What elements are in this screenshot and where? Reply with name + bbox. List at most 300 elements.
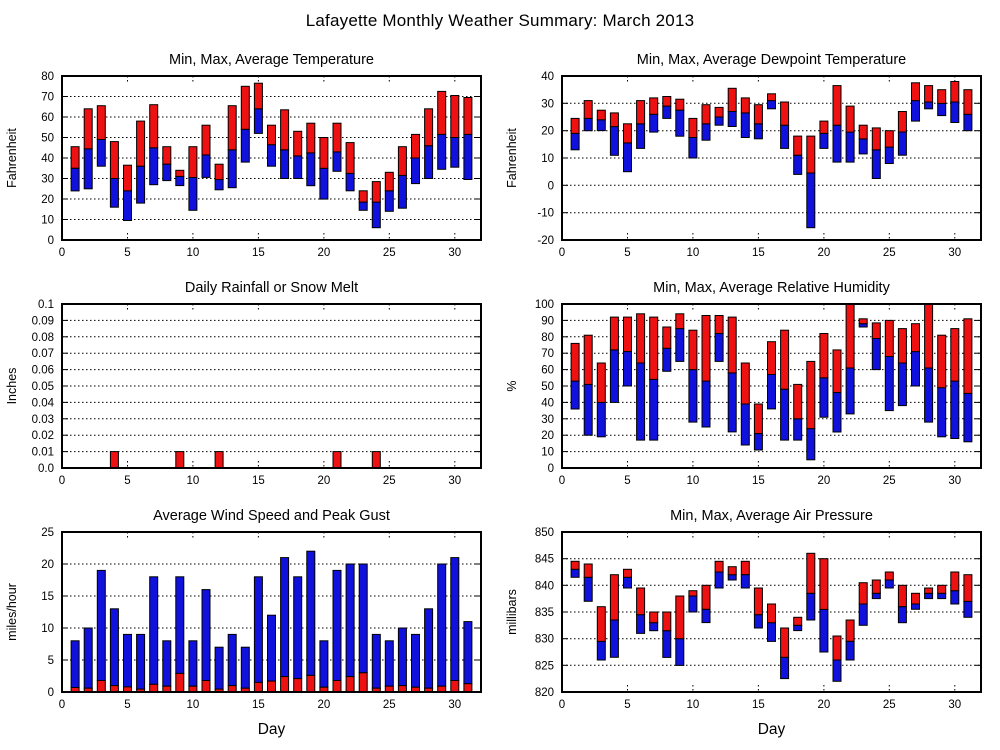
- y-tick-label: 30: [541, 413, 554, 426]
- bar-day-12: [215, 180, 223, 190]
- bar-day-21: [333, 152, 341, 172]
- bar-day-12: [715, 316, 723, 334]
- bar-day-3: [97, 570, 105, 680]
- bar-day-17: [281, 558, 289, 677]
- x-tick-label: 5: [624, 699, 631, 711]
- bar-day-12: [715, 561, 723, 572]
- y-tick-label: 5: [47, 655, 54, 667]
- bar-day-23: [859, 125, 867, 139]
- y-tick-label: 0.08: [31, 331, 54, 344]
- bar-day-16: [768, 623, 776, 642]
- bar-day-18: [294, 577, 302, 679]
- bar-day-18: [794, 155, 802, 174]
- bar-day-9: [176, 176, 184, 185]
- y-axis-label: Fahrenheit: [5, 128, 19, 188]
- bar-day-31: [964, 601, 972, 617]
- y-tick-label: 20: [41, 194, 54, 206]
- x-tick-label: 5: [124, 247, 131, 259]
- x-tick-label: 5: [124, 475, 131, 487]
- bar-day-2: [584, 577, 592, 601]
- bar-day-4: [610, 620, 618, 657]
- bar-day-27: [912, 593, 920, 604]
- bar-day-15: [754, 615, 762, 628]
- bar-day-30: [951, 381, 959, 438]
- bar-day-9: [676, 99, 684, 110]
- x-tick-label: 10: [186, 699, 200, 711]
- bar-day-20: [820, 133, 828, 148]
- bar-day-20: [820, 334, 828, 378]
- chart-title: Min, Max, Average Relative Humidity: [653, 280, 890, 296]
- bar-day-10: [189, 178, 197, 211]
- x-tick-label: 5: [124, 699, 131, 711]
- bar-day-6: [137, 166, 145, 203]
- bar-day-19: [807, 173, 815, 228]
- bar-day-9: [676, 314, 684, 329]
- bar-day-28: [425, 609, 433, 688]
- bar-day-3: [97, 681, 105, 693]
- y-tick-label: 825: [534, 660, 554, 673]
- bar-day-22: [346, 173, 354, 190]
- bar-day-1: [571, 343, 579, 381]
- y-tick-label: 0: [47, 235, 54, 247]
- bar-day-31: [964, 319, 972, 394]
- bar-day-8: [163, 147, 171, 164]
- bar-day-15: [254, 577, 262, 683]
- y-tick-label: 50: [541, 381, 554, 393]
- bar-day-4: [110, 142, 118, 179]
- bar-day-13: [228, 106, 236, 150]
- chart-svg-temperature: [0, 42, 500, 270]
- bar-day-6: [637, 124, 645, 149]
- bar-day-2: [84, 628, 92, 688]
- bar-day-19: [807, 136, 815, 173]
- bar-day-21: [333, 452, 341, 468]
- y-tick-label: -10: [537, 207, 554, 220]
- bar-day-23: [859, 139, 867, 154]
- bar-day-29: [938, 585, 946, 593]
- bar-day-30: [451, 558, 459, 681]
- bar-day-23: [859, 583, 867, 604]
- x-tick-label: 25: [882, 699, 896, 711]
- bar-day-17: [781, 628, 789, 657]
- bar-day-19: [307, 675, 315, 692]
- bar-day-9: [176, 452, 184, 468]
- bar-day-14: [741, 363, 749, 404]
- bar-day-19: [307, 123, 315, 153]
- x-tick-label: 0: [58, 699, 66, 711]
- x-tick-label: 20: [317, 475, 331, 487]
- y-tick-label: 835: [534, 607, 554, 619]
- bar-day-8: [663, 348, 671, 371]
- bar-day-11: [702, 381, 710, 427]
- bar-day-28: [925, 593, 933, 598]
- bar-day-21: [333, 570, 341, 680]
- x-tick-label: 5: [624, 475, 631, 487]
- bar-day-22: [846, 641, 854, 660]
- bar-day-17: [781, 330, 789, 389]
- bar-day-28: [925, 368, 933, 422]
- bar-day-5: [624, 143, 632, 172]
- bar-day-31: [464, 684, 472, 692]
- bar-day-24: [872, 128, 880, 150]
- x-tick-label: 20: [317, 247, 331, 259]
- x-tick-label: 0: [558, 475, 566, 487]
- bar-day-30: [951, 329, 959, 382]
- bar-day-25: [885, 580, 893, 588]
- y-tick-label: 0.02: [31, 430, 54, 443]
- x-tick-label: 0: [58, 247, 66, 259]
- y-axis-label: Fahrenheit: [505, 128, 519, 188]
- x-tick-label: 15: [252, 475, 265, 487]
- bar-day-29: [938, 90, 946, 104]
- y-tick-label: 0.07: [31, 348, 54, 361]
- bar-day-11: [702, 609, 710, 622]
- y-tick-label: 850: [534, 527, 554, 539]
- y-tick-label: 60: [541, 364, 554, 377]
- bar-day-25: [885, 572, 893, 580]
- x-tick-label: 0: [558, 699, 566, 711]
- x-tick-label: 15: [252, 699, 265, 711]
- bar-day-18: [794, 419, 802, 440]
- x-tick-label: 30: [448, 699, 462, 711]
- y-tick-label: 70: [541, 348, 554, 361]
- bar-day-26: [898, 585, 906, 606]
- bar-day-9: [676, 639, 684, 666]
- bar-day-25: [885, 131, 893, 147]
- bar-day-7: [150, 148, 158, 185]
- y-tick-label: 0: [547, 463, 554, 475]
- bar-day-1: [71, 147, 79, 169]
- chart-svg-rainfall: [0, 270, 500, 498]
- bar-day-26: [898, 607, 906, 623]
- x-tick-label: 20: [317, 699, 331, 711]
- bar-day-26: [898, 329, 906, 363]
- bar-day-4: [110, 609, 118, 686]
- y-tick-label: 0.1: [38, 299, 54, 311]
- bar-day-27: [912, 83, 920, 101]
- x-tick-label: 15: [752, 247, 765, 259]
- bar-day-16: [768, 604, 776, 623]
- bar-day-6: [637, 615, 645, 634]
- bar-day-10: [689, 596, 697, 612]
- bar-day-15: [254, 109, 262, 134]
- bar-day-20: [820, 378, 828, 417]
- y-tick-label: 80: [541, 331, 554, 344]
- bar-day-19: [807, 361, 815, 428]
- bar-day-21: [833, 660, 841, 681]
- bar-day-1: [571, 133, 579, 149]
- x-tick-label: 10: [686, 247, 700, 259]
- bar-day-15: [254, 83, 262, 109]
- bar-day-14: [241, 86, 249, 129]
- bar-day-30: [451, 138, 459, 168]
- bar-day-4: [110, 452, 118, 468]
- bar-day-29: [938, 103, 946, 115]
- bar-day-21: [833, 125, 841, 162]
- x-tick-label: 15: [252, 247, 265, 259]
- bar-day-31: [964, 393, 972, 441]
- bar-day-11: [202, 155, 210, 178]
- bar-day-1: [71, 641, 79, 688]
- chart-wind: [0, 498, 500, 750]
- bar-day-14: [741, 113, 749, 138]
- bar-day-26: [898, 132, 906, 155]
- bar-day-3: [97, 106, 105, 140]
- bar-day-27: [912, 604, 920, 609]
- y-tick-label: 0.04: [31, 397, 54, 410]
- x-axis-label: Day: [257, 721, 286, 738]
- bar-day-27: [912, 352, 920, 386]
- bar-day-22: [346, 677, 354, 692]
- x-tick-label: 30: [948, 247, 962, 259]
- x-tick-label: 25: [382, 699, 396, 711]
- y-tick-label: 40: [541, 71, 554, 83]
- bar-day-9: [676, 110, 684, 136]
- bar-day-13: [228, 150, 236, 188]
- bar-day-16: [268, 145, 276, 167]
- bar-day-25: [885, 320, 893, 356]
- bar-day-24: [872, 323, 880, 339]
- chart-pressure: [500, 498, 1000, 750]
- bar-day-20: [820, 559, 828, 610]
- bar-day-4: [610, 113, 618, 127]
- bar-day-13: [728, 567, 736, 575]
- y-tick-label: 0.06: [31, 364, 54, 377]
- bar-day-22: [846, 304, 854, 368]
- chart-rainfall: [0, 270, 500, 498]
- chart-svg-pressure: [500, 498, 1000, 750]
- bar-day-13: [728, 88, 736, 111]
- x-tick-label: 30: [948, 699, 962, 711]
- bar-day-30: [951, 102, 959, 123]
- bar-day-6: [637, 588, 645, 615]
- bar-day-24: [872, 593, 880, 598]
- bar-day-14: [741, 575, 749, 588]
- bar-day-1: [571, 569, 579, 577]
- bar-day-28: [925, 304, 933, 368]
- bar-day-4: [610, 317, 618, 350]
- bar-day-9: [176, 577, 184, 674]
- bar-day-11: [202, 590, 210, 681]
- y-tick-label: 0.09: [31, 315, 54, 328]
- bar-day-3: [597, 641, 605, 660]
- bar-day-29: [938, 388, 946, 437]
- bar-day-4: [610, 350, 618, 403]
- bar-day-16: [768, 375, 776, 409]
- bar-day-3: [597, 402, 605, 436]
- y-tick-label: 0.03: [31, 413, 54, 426]
- bar-day-20: [320, 138, 328, 169]
- bar-day-22: [346, 143, 354, 174]
- bar-day-13: [728, 373, 736, 432]
- x-tick-label: 10: [686, 475, 700, 487]
- x-tick-label: 0: [58, 475, 66, 487]
- bar-day-18: [794, 617, 802, 625]
- bar-day-15: [254, 682, 262, 692]
- bar-day-19: [307, 153, 315, 186]
- bar-day-7: [150, 684, 158, 692]
- bar-day-8: [663, 631, 671, 658]
- bar-day-23: [359, 202, 367, 210]
- y-tick-label: 100: [534, 299, 554, 311]
- bar-day-19: [807, 593, 815, 620]
- bar-day-8: [163, 164, 171, 180]
- bar-day-31: [464, 622, 472, 684]
- bar-day-15: [754, 124, 762, 139]
- bar-day-29: [938, 593, 946, 598]
- bar-day-23: [859, 604, 867, 625]
- y-axis-label: Inches: [5, 367, 19, 405]
- bar-day-16: [768, 342, 776, 375]
- x-tick-label: 20: [817, 699, 831, 711]
- y-tick-label: 10: [41, 623, 54, 635]
- bar-day-27: [912, 324, 920, 352]
- bar-day-1: [571, 561, 579, 569]
- bar-day-3: [597, 120, 605, 131]
- bar-day-7: [650, 114, 658, 132]
- bar-day-13: [728, 112, 736, 127]
- bar-day-23: [359, 564, 367, 673]
- bar-day-22: [846, 106, 854, 132]
- bar-day-18: [294, 156, 302, 179]
- bar-day-11: [702, 585, 710, 609]
- bar-day-29: [438, 564, 446, 686]
- bar-day-30: [451, 96, 459, 138]
- bar-day-31: [464, 98, 472, 135]
- bar-day-24: [372, 452, 380, 468]
- chart-svg-dewpoint: [500, 42, 1000, 270]
- x-tick-label: 30: [448, 475, 462, 487]
- chart-title: Min, Max, Average Air Pressure: [670, 508, 873, 524]
- bar-day-26: [398, 628, 406, 686]
- bar-day-31: [964, 114, 972, 130]
- bar-day-21: [333, 681, 341, 693]
- bar-day-30: [451, 681, 459, 693]
- x-tick-label: 20: [817, 247, 831, 259]
- bar-day-31: [964, 575, 972, 602]
- bar-day-8: [663, 612, 671, 631]
- page-title: Lafayette Monthly Weather Summary: March 2013: [305, 11, 695, 30]
- bar-day-29: [438, 91, 446, 134]
- bar-day-14: [241, 647, 249, 688]
- chart-svg-wind: [0, 498, 500, 750]
- chart-dewpoint: [500, 42, 1000, 270]
- bar-day-6: [137, 121, 145, 166]
- y-tick-label: 20: [541, 430, 554, 443]
- bar-day-22: [846, 620, 854, 641]
- bar-day-24: [372, 182, 380, 203]
- bar-day-7: [650, 379, 658, 440]
- bar-day-18: [294, 131, 302, 156]
- bar-day-24: [872, 580, 880, 593]
- bar-day-2: [584, 335, 592, 384]
- bar-day-26: [898, 112, 906, 133]
- bar-day-15: [754, 105, 762, 124]
- bar-day-5: [624, 577, 632, 588]
- x-tick-label: 15: [752, 475, 765, 487]
- bar-day-11: [702, 124, 710, 140]
- bar-day-13: [728, 317, 736, 373]
- bar-day-21: [833, 350, 841, 393]
- bar-day-10: [189, 641, 197, 686]
- bar-day-18: [794, 136, 802, 155]
- y-tick-label: 90: [541, 315, 554, 328]
- y-tick-label: 60: [41, 112, 54, 124]
- bar-day-22: [846, 368, 854, 414]
- x-tick-label: 0: [558, 247, 566, 259]
- chart-temperature: [0, 42, 500, 270]
- x-tick-label: 30: [948, 475, 962, 487]
- bar-day-28: [925, 588, 933, 593]
- bar-day-12: [215, 647, 223, 689]
- x-tick-label: 25: [882, 247, 896, 259]
- y-tick-label: 0.05: [31, 381, 54, 393]
- bar-day-11: [702, 105, 710, 124]
- x-tick-label: 15: [752, 699, 765, 711]
- y-tick-label: 10: [41, 214, 54, 227]
- y-axis-label: miles/hour: [5, 583, 19, 641]
- bar-day-25: [885, 147, 893, 163]
- bar-day-16: [268, 681, 276, 692]
- x-tick-label: 20: [817, 475, 831, 487]
- y-tick-label: 820: [534, 687, 554, 699]
- y-tick-label: 50: [41, 132, 54, 145]
- bar-day-15: [754, 434, 762, 450]
- bar-day-30: [951, 572, 959, 591]
- bar-day-2: [584, 118, 592, 130]
- bar-day-17: [781, 125, 789, 148]
- bar-day-24: [372, 634, 380, 688]
- bar-day-5: [624, 317, 632, 351]
- x-tick-label: 25: [382, 247, 396, 259]
- y-tick-label: 0: [547, 180, 554, 193]
- y-tick-label: 30: [41, 173, 54, 186]
- bar-day-10: [689, 118, 697, 137]
- bar-day-4: [110, 179, 118, 208]
- bar-day-7: [650, 612, 658, 623]
- bar-day-5: [124, 191, 132, 221]
- bar-day-7: [150, 105, 158, 148]
- bar-day-12: [715, 117, 723, 125]
- bar-day-16: [768, 94, 776, 101]
- bar-day-3: [597, 607, 605, 642]
- bar-day-27: [412, 158, 420, 184]
- bar-day-20: [820, 121, 828, 133]
- bar-day-17: [781, 102, 789, 125]
- bar-day-9: [176, 673, 184, 692]
- bar-day-25: [385, 172, 393, 191]
- bar-day-1: [71, 168, 79, 191]
- charts-grid: [0, 42, 1000, 750]
- bar-day-15: [754, 404, 762, 434]
- bar-day-18: [794, 625, 802, 630]
- bar-day-29: [938, 335, 946, 388]
- bar-day-11: [202, 125, 210, 155]
- bar-day-19: [807, 553, 815, 593]
- bar-day-11: [202, 681, 210, 693]
- x-axis-label: Day: [757, 721, 786, 738]
- bar-day-20: [320, 641, 328, 687]
- bar-day-5: [624, 352, 632, 386]
- bar-day-17: [781, 389, 789, 440]
- bar-day-2: [84, 109, 92, 149]
- y-tick-label: 30: [541, 98, 554, 111]
- bar-day-1: [571, 118, 579, 133]
- bar-day-20: [820, 609, 828, 652]
- bar-day-13: [728, 575, 736, 580]
- y-tick-label: 10: [541, 446, 554, 459]
- bar-day-14: [741, 98, 749, 113]
